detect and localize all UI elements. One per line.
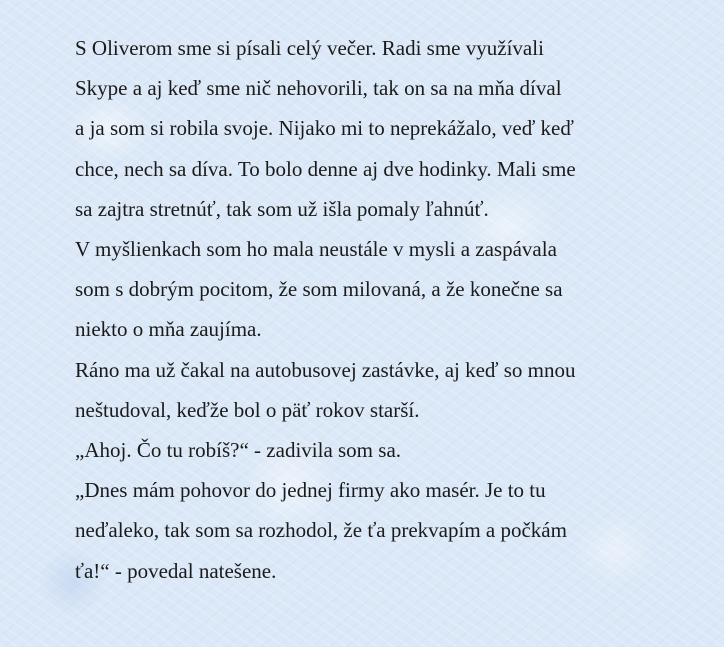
text-line: som s dobrým pocitom, že som milovaná, a že konečne sa xyxy=(75,277,563,302)
text-line: „Dnes mám pohovor do jednej firmy ako masér. Je to tu xyxy=(75,478,546,503)
text-line: neďaleko, tak som sa rozhodol, že ťa prekvapím a počkám xyxy=(75,518,567,543)
text-line: neštudoval, keďže bol o päť rokov starší. xyxy=(75,397,420,422)
text-line: Skype a aj keď sme nič nehovorili, tak on sa na mňa díval xyxy=(75,76,562,101)
text-line: V myšlienkach som ho mala neustále v mysli a zaspávala xyxy=(75,237,557,262)
text-line: a ja som si robila svoje. Nijako mi to neprekážalo, veď keď xyxy=(75,116,574,141)
story-text xyxy=(75,28,675,591)
text-line: S Oliverom sme si písali celý večer. Radi sme využívali xyxy=(75,36,544,60)
text-line: niekto o mňa zaujíma. xyxy=(75,317,262,342)
text-line: chce, nech sa díva. To bolo denne aj dve hodinky. Mali sme xyxy=(75,156,576,181)
text-line: Ráno ma už čakal na autobusovej zastávke, aj keď so mnou xyxy=(75,357,576,382)
text-line: sa zajtra stretnúť, tak som už išla pomaly ľahnúť. xyxy=(75,196,489,221)
text-line: „Ahoj. Čo tu robíš?“ - zadivila som sa. xyxy=(75,438,402,463)
text-line: ťa!“ - povedal natešene. xyxy=(75,558,277,583)
